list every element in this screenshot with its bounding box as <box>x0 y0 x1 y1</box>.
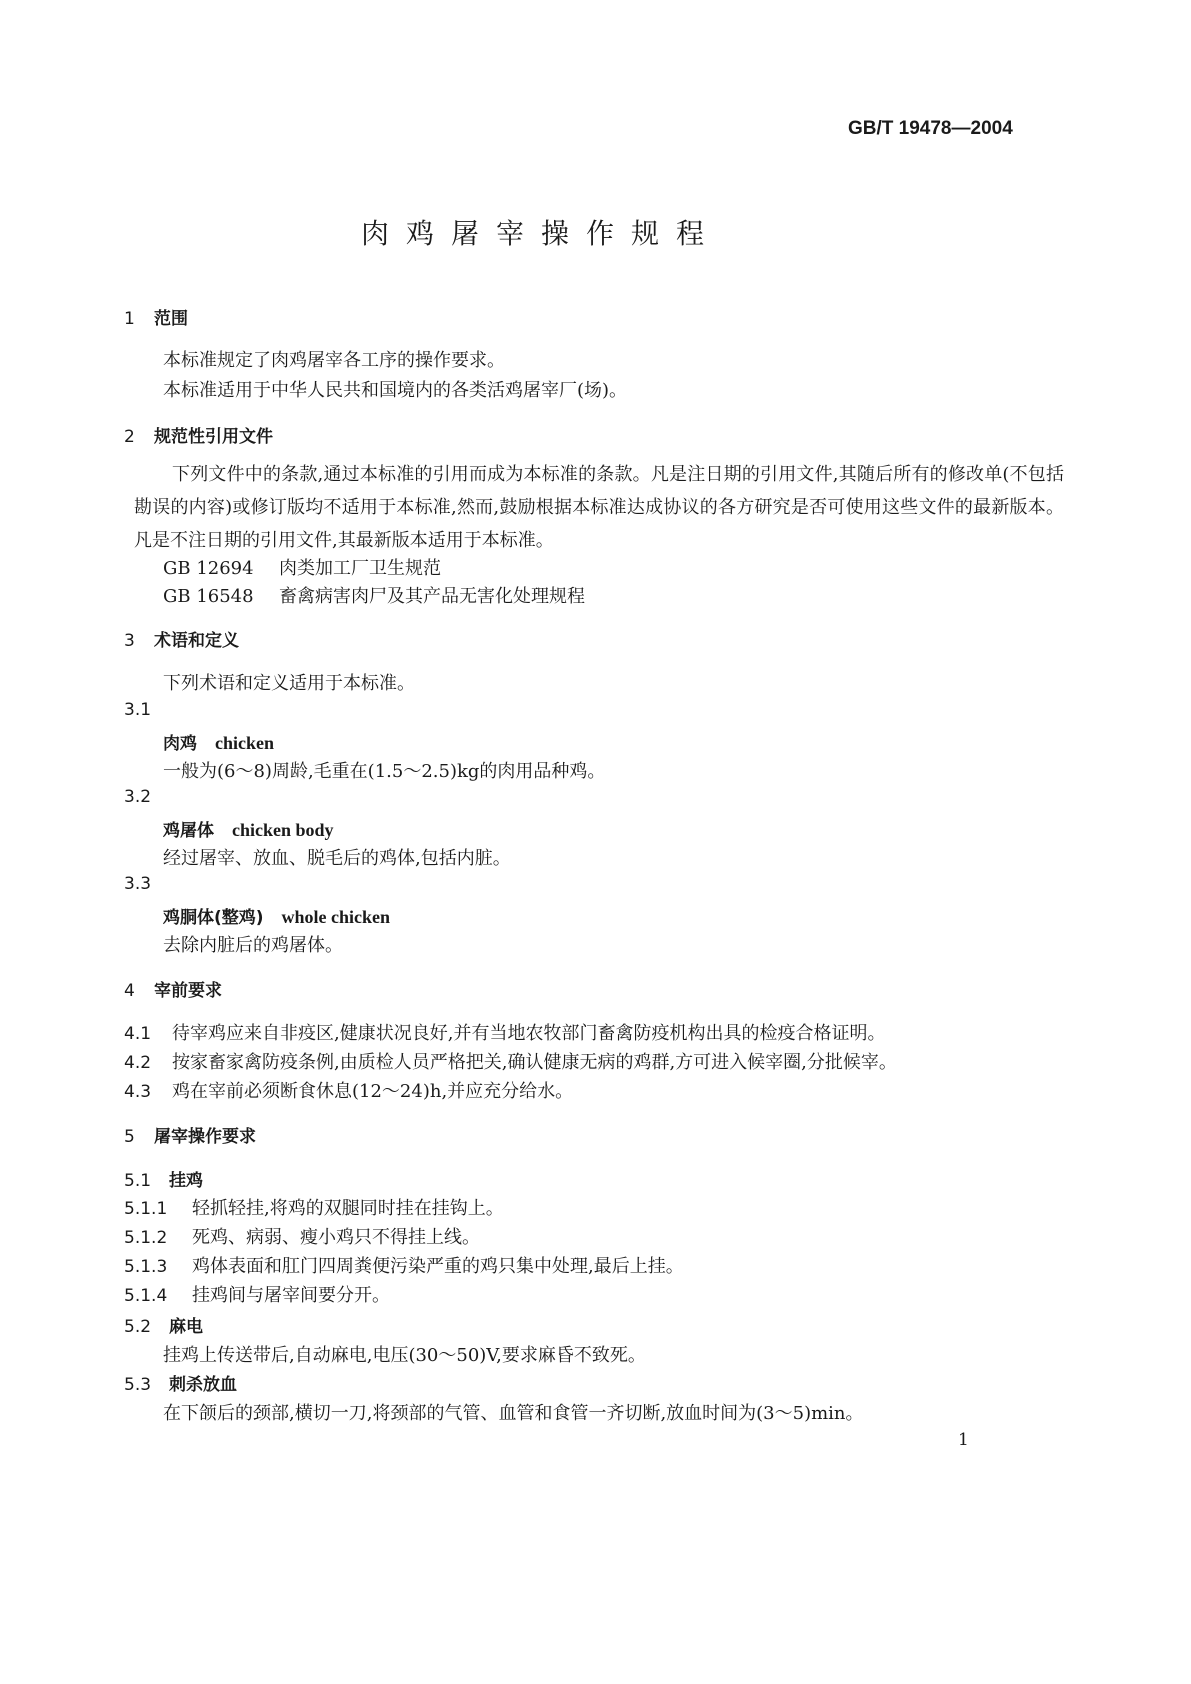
reference-code: GB 16548 <box>163 586 254 607</box>
section-1-heading: 1 范围 <box>124 309 188 329</box>
term-heading: 肉鸡 chicken <box>163 733 275 754</box>
subsection-5-1-heading: 5.1 挂鸡 <box>124 1171 204 1191</box>
section-4-heading: 4 宰前要求 <box>124 981 222 1001</box>
clause: 5.1.1 轻抓轻挂,将鸡的双腿同时挂在挂钩上。 <box>124 1198 504 1219</box>
term-heading: 鸡胴体(整鸡) whole chicken <box>163 907 391 928</box>
page-number: 1 <box>958 1430 969 1450</box>
subsection-5-2-text: 挂鸡上传送带后,自动麻电,电压(30～50)V,要求麻昏不致死。 <box>163 1345 646 1366</box>
term-definition: 去除内脏后的鸡屠体。 <box>163 935 343 956</box>
section-2-paragraph: 下列文件中的条款,通过本标准的引用而成为本标准的条款。凡是注日期的引用文件,其随后所有的修改单(不包括勘误的内容)或修订版均不适用于本标准,然而,鼓励根据本标准达成协议的各方研究是否可使用这些文件的最新版本。凡是不注日期的引用文件,其最新版本适用于本标准。 <box>134 464 1064 551</box>
term-number: 3.1 <box>124 700 152 720</box>
section-3-paragraph: 下列术语和定义适用于本标准。 <box>163 673 415 694</box>
clause: 5.1.3 鸡体表面和肛门四周粪便污染严重的鸡只集中处理,最后上挂。 <box>124 1256 684 1277</box>
clause: 5.1.2 死鸡、病弱、瘦小鸡只不得挂上线。 <box>124 1227 480 1248</box>
subsection-5-3-heading: 5.3 刺杀放血 <box>124 1375 238 1395</box>
clause: 4.3 鸡在宰前必须断食休息(12～24)h,并应充分给水。 <box>124 1081 574 1102</box>
clause: 5.1.4 挂鸡间与屠宰间要分开。 <box>124 1285 390 1306</box>
term-number: 3.2 <box>124 787 152 807</box>
clause: 4.2 按家畜家禽防疫条例,由质检人员严格把关,确认健康无病的鸡群,方可进入候宰圈,分批候宰。 <box>124 1052 897 1073</box>
reference-title: 肉类加工厂卫生规范 <box>279 558 441 579</box>
reference-title: 畜禽病害肉尸及其产品无害化处理规程 <box>279 586 585 607</box>
reference-item <box>163 582 585 608</box>
page-title: 肉鸡屠宰操作规程 <box>361 217 722 250</box>
standard-number: GB/T 19478—2004 <box>848 118 1013 139</box>
section-5-heading: 5 屠宰操作要求 <box>124 1127 256 1147</box>
term-definition: 经过屠宰、放血、脱毛后的鸡体,包括内脏。 <box>163 848 511 869</box>
reference-code: GB 12694 <box>163 558 254 579</box>
section-1-paragraph-2: 本标准适用于中华人民共和国境内的各类活鸡屠宰厂(场)。 <box>163 380 628 401</box>
reference-item <box>163 554 441 580</box>
section-3-heading: 3 术语和定义 <box>124 631 239 651</box>
term-heading: 鸡屠体 chicken body <box>163 820 334 841</box>
term-number: 3.3 <box>124 874 152 894</box>
section-1-paragraph-1: 本标准规定了肉鸡屠宰各工序的操作要求。 <box>163 350 505 371</box>
clause: 4.1 待宰鸡应来自非疫区,健康状况良好,并有当地农牧部门畜禽防疫机构出具的检疫合格证明。 <box>124 1023 886 1044</box>
subsection-5-2-heading: 5.2 麻电 <box>124 1317 204 1337</box>
term-definition: 一般为(6～8)周龄,毛重在(1.5～2.5)kg的肉用品种鸡。 <box>163 761 606 782</box>
subsection-5-3-text: 在下颌后的颈部,横切一刀,将颈部的气管、血管和食管一齐切断,放血时间为(3～5)min。 <box>163 1403 864 1424</box>
section-2-heading: 2 规范性引用文件 <box>124 427 273 447</box>
